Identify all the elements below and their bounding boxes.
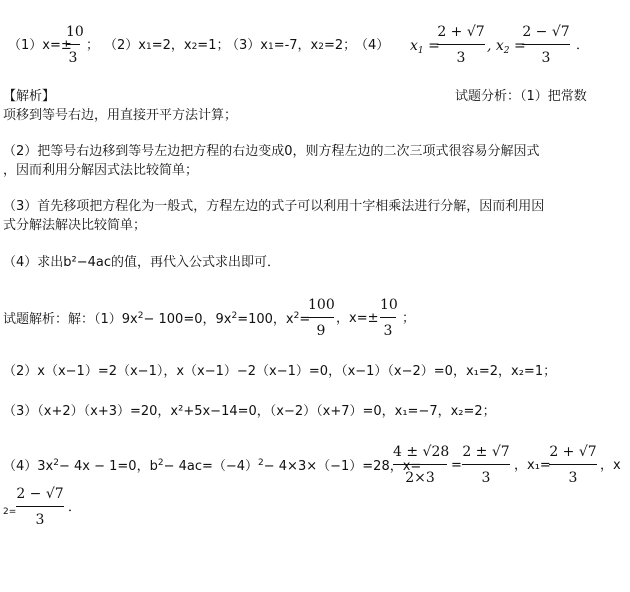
subscript: 1 xyxy=(267,42,274,52)
solution-equals: = xyxy=(451,458,462,473)
solution-x-label: ，x xyxy=(600,458,621,473)
subscript: 2 xyxy=(318,42,324,52)
analysis-line-3b: 式分解法解决比较简单； xyxy=(3,218,147,233)
solution-text: 试题解析：解：（1）9x xyxy=(3,312,138,327)
solution-line-4: $(4)3x^2- 4x - 1=0$，$b^2- 4ac=(-4)^2- 4\times 3\times(-1)=28$，x= xyxy=(3,458,422,474)
analysis-line-3a: （3）首先移项把方程化为一般式，方程左边的式子可以利用十字相乘法进行分解，因而利用因 xyxy=(3,199,545,214)
fraction-numerator: 2 ± √7 xyxy=(462,444,510,460)
fraction-denominator: 3 xyxy=(383,323,393,339)
answer-x1: $x_1$ = xyxy=(410,38,440,56)
answer-p3-text: （3）x xyxy=(226,38,268,53)
fraction-denominator: 3 xyxy=(68,50,78,66)
solution-fraction-1 xyxy=(308,298,334,338)
fraction-numerator: 10 xyxy=(380,297,398,313)
solution-text: − 100=0，9x xyxy=(143,312,232,327)
solution-text: − 4×3×（−1）=28，x= xyxy=(263,459,422,474)
solution-line-1b: ，x=± xyxy=(336,311,379,326)
fraction-denominator: 3 xyxy=(456,50,466,66)
fraction-numerator: 4 ± √28 xyxy=(393,444,450,460)
analysis-right-intro: 试题分析：（1）把常数 xyxy=(455,89,587,104)
analysis-line-1: 项移到等号右边，用直接开平方法计算； xyxy=(3,108,238,123)
fraction-numerator: 100 xyxy=(308,297,335,313)
answer-x2: , $x_2$ = xyxy=(487,38,526,56)
fraction-numerator: 2 − √7 xyxy=(522,24,570,40)
fraction-denominator: 2×3 xyxy=(405,470,435,486)
answer-fraction-3 xyxy=(522,25,570,65)
answer-p4: （4） xyxy=(355,38,390,53)
answer-p2-text-c: =1； xyxy=(197,38,230,53)
solution-x1: ，x₁= xyxy=(514,458,551,473)
answer-p1-end: ； xyxy=(86,38,100,53)
solution-line-1-end: ； xyxy=(402,311,416,326)
analysis-line-2a: （2）把等号右边移到等号左边把方程的右边变成0，则方程左边的二次三项式很容易分解因式 xyxy=(3,144,540,159)
answer-fraction-1 xyxy=(66,24,84,66)
fraction-numerator: 10 xyxy=(66,24,84,40)
subscript: 2 xyxy=(191,42,198,52)
solution-end: ． xyxy=(68,500,82,515)
fraction-denominator: 3 xyxy=(481,470,491,486)
answer-p2-text: （2）x xyxy=(104,38,146,53)
solution-text: =100，x xyxy=(237,312,294,327)
answer-p3-text-b: =-7，x xyxy=(273,38,319,53)
subscript: 1 xyxy=(145,42,152,52)
solution-line-3: （3）（x+2）（x+3）=20，x²+5x−14=0，（x−2）（x+7）=0，x₁=−7，x₂=2； xyxy=(3,404,496,419)
solution-fraction-6 xyxy=(16,487,64,527)
analysis-header: 【解析】 xyxy=(3,89,56,104)
answer-fraction-2 xyxy=(437,25,485,65)
solution-fraction-2 xyxy=(380,298,396,338)
solution-text: （4）3x xyxy=(3,459,54,474)
fraction-numerator: 2 + √7 xyxy=(437,24,485,40)
answer-p3-text-c: =2； xyxy=(324,38,357,53)
answer-p2 xyxy=(104,39,229,52)
fraction-denominator: 3 xyxy=(568,470,578,486)
answer-p3 xyxy=(226,39,356,52)
answer-period: ． xyxy=(576,38,590,53)
fraction-denominator: 3 xyxy=(35,512,45,528)
answer-p2-text-b: =2，x xyxy=(151,38,192,53)
analysis-line-2b: ，因而利用分解因式法比较简单； xyxy=(3,163,199,178)
analysis-line-4: （4）求出b²−4ac的值，再代入公式求出即可． xyxy=(3,255,281,270)
fraction-numerator: 2 + √7 xyxy=(549,444,597,460)
fraction-denominator: 9 xyxy=(316,323,326,339)
solution-fraction-3 xyxy=(393,444,450,486)
solution-text: − 4x − 1=0，b xyxy=(58,459,158,474)
solution-text: − 4ac=（−4） xyxy=(163,459,259,474)
solution-line-2: （2）x（x−1）=2（x−1），x（x−1）−2（x−1）=0，（x−1）（x−2）=0，x₁=2，x₂=1； xyxy=(3,364,557,379)
fraction-denominator: 3 xyxy=(541,50,551,66)
fraction-numerator: 2 − √7 xyxy=(16,486,64,502)
solution-line-1: 试题解析：解：$(1)9x^2- 100=0$，$9x^2=100$，$x^2=$ xyxy=(3,311,311,327)
solution-x2-sub: 2= xyxy=(3,507,17,517)
answer-p1: （1）x=± xyxy=(8,38,72,53)
solution-fraction-5 xyxy=(549,445,597,485)
solution-fraction-4 xyxy=(462,445,510,485)
